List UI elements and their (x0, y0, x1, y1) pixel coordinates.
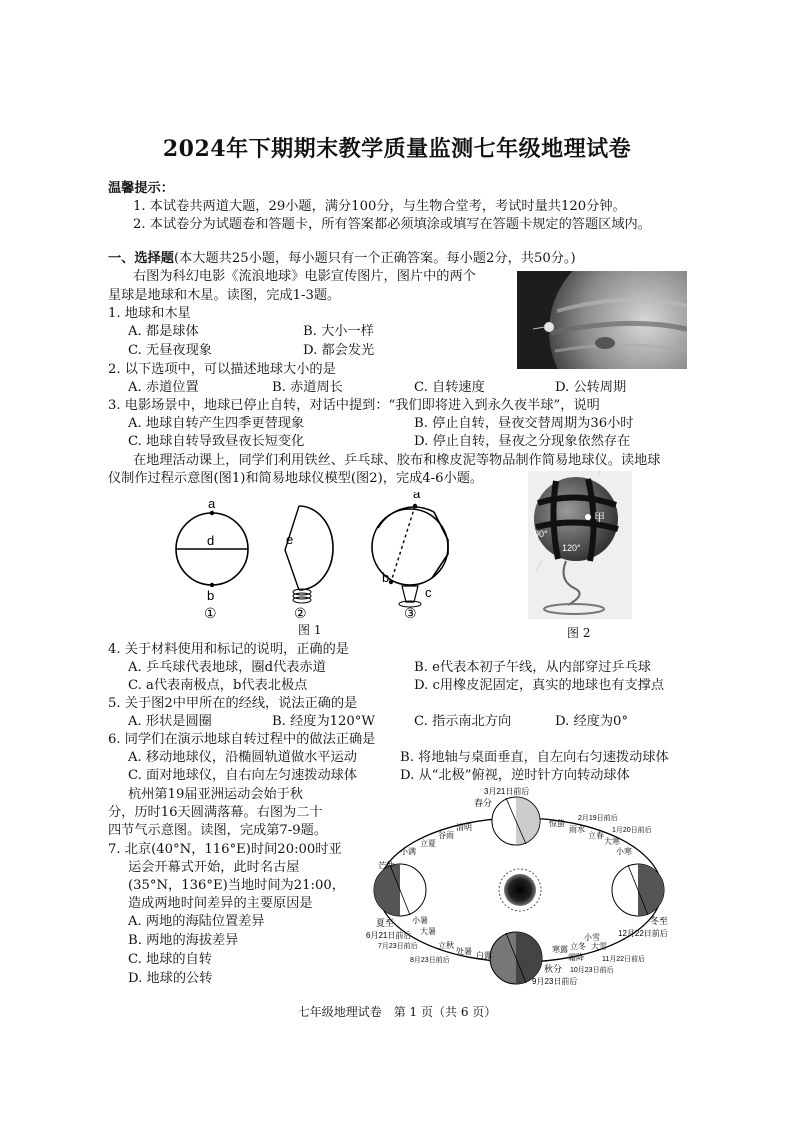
date-jul23: 7月23日前后 (378, 943, 418, 950)
section-heading (108, 250, 576, 268)
q1-option-c[interactable]: C. 无昼夜现象 (128, 343, 212, 358)
q1-option-a[interactable]: A. 都是球体 (128, 324, 199, 339)
summer-date: 6月21日前后 (366, 931, 412, 940)
label-b-1: b (207, 588, 215, 603)
section-label: 一、选择题 (108, 251, 174, 266)
term-jingzhe: 惊蛰 (549, 819, 565, 828)
winter-date: 12月22日前后 (618, 929, 668, 938)
solar-terms-diagram (366, 786, 678, 992)
term-xiaohan: 小寒 (616, 847, 632, 856)
autumn-label: 秋分 (544, 964, 563, 974)
label-c: c (425, 585, 432, 600)
term-shuangjiang: 霜降 (568, 953, 584, 962)
step-1: ① (204, 605, 217, 621)
label-a-1: a (208, 496, 216, 511)
q6-option-d[interactable]: D. 从“北极”俯视，逆时针方向转动球体 (400, 768, 630, 783)
term-guyu: 谷雨 (438, 831, 454, 840)
date-oct23: 10月23日前后 (570, 967, 614, 974)
winter-label: 冬至 (650, 916, 669, 926)
q6-option-b[interactable]: B. 将地轴与桌面垂直，自左向右匀速拨动球体 (400, 750, 669, 765)
q2-option-c[interactable]: C. 自转速度 (414, 380, 485, 395)
label-120: 120° (562, 543, 581, 553)
date-feb19: 2月19日前后 (578, 815, 618, 822)
term-mangzhong: 芒种 (378, 861, 394, 870)
summer-label: 夏至 (376, 918, 395, 928)
term-dahan: 大寒 (604, 837, 620, 846)
label-b-3: b (382, 570, 390, 585)
spring-label: 春分 (474, 798, 493, 808)
q7-stem-1: 7. 北京(40°N，116°E)时间20:00时亚 (108, 842, 342, 857)
term-hanlu: 寒露 (552, 945, 568, 954)
q5-option-a[interactable]: A. 形状是圆圈 (128, 714, 212, 729)
q3-option-d[interactable]: D. 停止自转，昼夜之分现象依然存在 (414, 434, 631, 449)
q5-option-b[interactable]: B. 经度为120°W (272, 714, 375, 729)
autumn-date: 9月23日前后 (532, 977, 578, 986)
label-90: 90° (534, 529, 548, 539)
term-xiaoxue: 小雪 (584, 933, 600, 942)
term-lichun: 立春 (588, 831, 604, 840)
q3-option-a[interactable]: A. 地球自转产生四季更替现象 (128, 416, 305, 431)
q6-option-c[interactable]: C. 面对地球仪，自右向左匀速拨动球体 (128, 768, 358, 783)
page-title: 2024年下期期末教学质量监测七年级地理试卷 (162, 136, 632, 162)
q7-stem-2: 运会开幕式开始，此时名古屋 (128, 860, 300, 875)
q7-stem-3: (35°N，136°E)当地时间为21:00， (128, 878, 345, 893)
q7-option-b[interactable]: B. 两地的海拔差异 (128, 933, 239, 948)
q3-option-c[interactable]: C. 地球自转导致昼夜长短变化 (128, 434, 305, 449)
term-xiaoshu: 小暑 (412, 916, 428, 925)
q1-stem: 1. 地球和木星 (108, 306, 191, 321)
term-xiaoman: 小满 (400, 847, 416, 856)
q5-option-d[interactable]: D. 经度为0° (555, 714, 629, 729)
q2-option-b[interactable]: B. 赤道周长 (272, 380, 343, 395)
term-lidong: 立冬 (570, 942, 586, 951)
label-d: d (207, 533, 215, 548)
q1-option-d[interactable]: D. 都会发光 (303, 343, 375, 358)
step-2: ② (294, 605, 307, 621)
q3-stem: 3. 电影场景中，地球已停止自转，对话中提到：“我们即将进入到永久夜半球”，说明 (108, 398, 600, 413)
figure-2-globe-photo (528, 471, 632, 619)
term-lixia: 立夏 (420, 839, 436, 848)
q4-option-b[interactable]: B. e代表本初子午线，从内部穿过乒乓球 (414, 660, 651, 675)
figure-1-diagram (170, 492, 460, 642)
section-desc: (本大题共25小题，每小题只有一个正确答案。每小题2分，共50分。) (173, 251, 576, 266)
label-e: e (286, 532, 294, 547)
q4-option-c[interactable]: C. a代表南极点，b代表北极点 (128, 678, 308, 693)
intro3-line2: 分，历时16天圆满落幕。右图为二十 (108, 805, 323, 820)
date-aug23: 8月23日前后 (410, 957, 450, 964)
term-chushu: 处暑 (456, 947, 472, 956)
step-3: ③ (404, 605, 417, 621)
term-dashu: 大暑 (420, 927, 436, 936)
notice-item-2: 2. 本试卷分为试题卷和答题卡，所有答案都必须填涂或填写在答题卡规定的答题区域内。 (133, 217, 651, 232)
term-yushui: 雨水 (569, 825, 585, 834)
q7-option-c[interactable]: C. 地球的自转 (128, 952, 212, 967)
term-qingming: 清明 (456, 823, 472, 832)
q6-option-a[interactable]: A. 移动地球仪，沿椭圆轨道做水平运动 (128, 750, 357, 765)
notice-heading: 温馨提示： (108, 181, 174, 196)
intro3-line3: 四节气示意图。读图，完成第7-9题。 (108, 823, 328, 838)
intro3-line1: 杭州第19届亚洲运动会始于秋 (128, 787, 304, 802)
q5-stem: 5. 关于图2中甲所在的经线，说法正确的是 (108, 696, 358, 711)
q5-option-c[interactable]: C. 指示南北方向 (414, 714, 512, 729)
intro2-line1: 在地理活动课上，同学们利用铁丝、乒乓球、胶布和橡皮泥等物品制作简易地球仪。读地球 (133, 453, 661, 468)
q7-stem-4: 造成两地时间差异的主要原因是 (128, 896, 313, 911)
q2-stem: 2. 以下选项中，可以描述地球大小的是 (108, 362, 336, 377)
q1-option-b[interactable]: B. 大小一样 (303, 324, 374, 339)
term-bailu: 白露 (476, 951, 492, 960)
q2-option-a[interactable]: A. 赤道位置 (128, 380, 199, 395)
intro2-line2: 仪制作过程示意图(图1)和简易地球仪模型(图2)，完成4-6小题。 (108, 471, 484, 486)
notice-item-1: 1. 本试卷共两道大题，29小题，满分100分，与生物合堂考，考试时量共120分钟。 (133, 199, 626, 214)
spring-date: 3月21日前后 (484, 787, 530, 796)
q3-option-b[interactable]: B. 停止自转，昼夜交替周期为36小时 (414, 416, 634, 431)
q6-stem: 6. 同学们在演示地球自转过程中的做法正确是 (108, 732, 376, 747)
page-footer: 七年级地理试卷 第 1 页（共 6 页） (297, 1005, 497, 1019)
intro1-line2: 星球是地球和木星。读图，完成1-3题。 (108, 288, 341, 303)
label-a-3: a (413, 492, 421, 501)
date-nov22: 11月22日前后 (602, 956, 646, 963)
q7-option-a[interactable]: A. 两地的海陆位置差异 (128, 914, 265, 929)
figure-1-caption: 图 1 (298, 623, 322, 637)
q2-option-d[interactable]: D. 公转周期 (555, 380, 627, 395)
q4-option-d[interactable]: D. c用橡皮泥固定，真实的地球也有支撑点 (414, 678, 665, 693)
term-liqiu: 立秋 (438, 941, 454, 950)
q4-option-a[interactable]: A. 乒乓球代表地球，圈d代表赤道 (128, 660, 326, 675)
q7-option-d[interactable]: D. 地球的公转 (128, 971, 213, 986)
term-daxue: 大雪 (591, 942, 607, 951)
figure-2-caption: 图 2 (567, 626, 591, 640)
intro1-line1: 右图为科幻电影《流浪地球》电影宣传图片，图片中的两个 (133, 269, 476, 284)
q4-stem: 4. 关于材料使用和标记的说明，正确的是 (108, 642, 349, 657)
label-jia: 甲 (594, 512, 605, 524)
jupiter-earth-image (517, 271, 687, 369)
date-jan20: 1月20日前后 (612, 827, 652, 834)
